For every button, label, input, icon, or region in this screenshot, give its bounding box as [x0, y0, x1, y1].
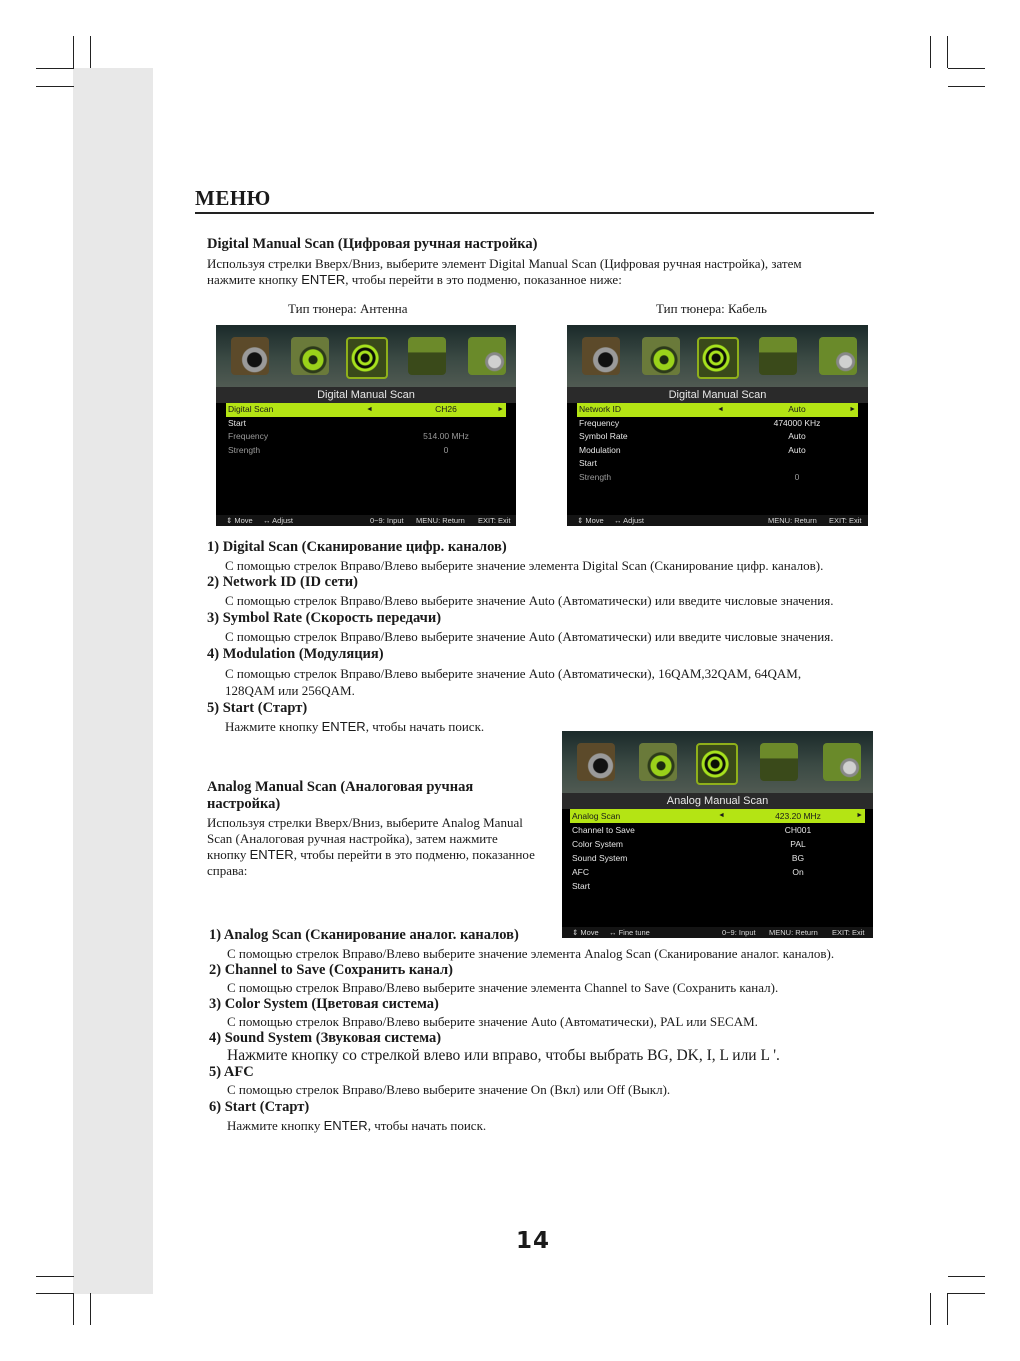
- analog-item-text: С помощью стрелок Вправо/Влево выберите значение On (Вкл) или Off (Выкл).: [227, 1082, 671, 1097]
- caption-cable: Тип тюнера: Кабель: [656, 301, 767, 316]
- channel-icon: [346, 337, 388, 379]
- osd-title: Analog Manual Scan: [562, 793, 873, 809]
- digital-item-heading: 2) Network ID (ID сети): [207, 574, 358, 590]
- osd-footer: ⇕ Move ↔ Adjust MENU: Return EXIT: Exit: [567, 515, 868, 526]
- lock-icon: [759, 337, 797, 375]
- analog-item-text: С помощью стрелок Вправо/Влево выберите значение элемента Analog Scan (Сканирование аналог. каналов).: [227, 946, 835, 961]
- caption-antenna: Тип тюнера: Антенна: [288, 301, 408, 316]
- lock-icon: [760, 743, 798, 781]
- picture-icon: [582, 337, 620, 375]
- osd-row-channel-to-save[interactable]: Channel to Save CH001: [572, 825, 812, 835]
- osd-screen-cable: [567, 325, 868, 526]
- analog-heading-line1: Analog Manual Scan (Аналоговая ручная: [207, 779, 474, 795]
- digital-intro-line1: Используя стрелки Вверх/Вниз, выберите элемент Digital Manual Scan (Цифровая ручная настройка), затем: [207, 256, 802, 271]
- analog-item-heading: 5) AFC: [209, 1064, 254, 1080]
- analog-item-heading: 4) Sound System (Звуковая система): [209, 1030, 442, 1046]
- sound-icon: [639, 743, 677, 781]
- analog-heading-line2: настройка): [207, 796, 281, 812]
- digital-item-text: С помощью стрелок Вправо/Влево выберите значение Auto (Автоматически) или введите числовые значения.: [225, 593, 834, 608]
- osd-screen-analog: [562, 731, 873, 938]
- osd-screen-antenna: [216, 325, 516, 526]
- setup-icon: [823, 743, 861, 781]
- digital-item-text: Нажмите кнопку ENTER, чтобы начать поиск.: [225, 719, 485, 734]
- osd-row-afc[interactable]: AFC On: [572, 867, 804, 877]
- digital-item-heading: 3) Symbol Rate (Скорость передачи): [207, 610, 442, 626]
- osd-icon-bar: [216, 325, 516, 387]
- osd-row-color-system[interactable]: Color System PAL: [572, 839, 806, 849]
- title-rule: [195, 212, 874, 214]
- osd-row-start[interactable]: Start: [572, 881, 590, 891]
- setup-icon: [468, 337, 506, 375]
- page-title: МЕНЮ: [195, 186, 271, 210]
- analog-item-heading: 6) Start (Старт): [209, 1099, 310, 1115]
- digital-item-text: С помощью стрелок Вправо/Влево выберите значение элемента Digital Scan (Сканирование цифр. каналов).: [225, 558, 824, 573]
- page-margin-band: [73, 68, 153, 1294]
- osd-row-modulation[interactable]: Modulation Auto: [579, 444, 806, 455]
- picture-icon: [577, 743, 615, 781]
- analog-item-heading: 1) Analog Scan (Сканирование аналог. каналов): [209, 927, 519, 943]
- channel-icon: [697, 337, 739, 379]
- digital-item-heading: 1) Digital Scan (Сканирование цифр. каналов): [207, 539, 507, 555]
- osd-row-analog-scan[interactable]: Analog Scan ◄ 423.20 MHz ►: [572, 811, 863, 821]
- analog-item-text: Нажмите кнопку со стрелкой влево или вправо, чтобы выбрать BG, DK, I, L или L '.: [227, 1047, 780, 1064]
- analog-intro-line1: Используя стрелки Вверх/Вниз, выберите Analog Manual: [207, 815, 523, 830]
- osd-row-frequency: Frequency 514.00 MHz: [228, 431, 469, 441]
- osd-row-network-id[interactable]: Network ID ◄ Auto ►: [577, 403, 858, 417]
- osd-row-symbol-rate[interactable]: Symbol Rate Auto: [579, 431, 806, 441]
- analog-item-text: Нажмите кнопку ENTER, чтобы начать поиск.: [227, 1118, 487, 1133]
- osd-row-start[interactable]: Start: [579, 458, 597, 468]
- osd-footer: ⇕ Move ↔ Adjust 0~9: Input MENU: Return EXIT: Exit: [216, 515, 516, 526]
- sound-icon: [642, 337, 680, 375]
- osd-row-sound-system[interactable]: Sound System BG: [572, 853, 805, 863]
- osd-title: Digital Manual Scan: [216, 387, 516, 403]
- digital-item-heading: 4) Modulation (Модуляция): [207, 646, 384, 662]
- page-number: 14: [516, 1228, 551, 1254]
- analog-item-text: С помощью стрелок Вправо/Влево выберите значение элемента Channel to Save (Сохранить канал).: [227, 980, 779, 995]
- osd-title: Digital Manual Scan: [567, 387, 868, 403]
- lock-icon: [408, 337, 446, 375]
- picture-icon: [231, 337, 269, 375]
- channel-icon: [696, 743, 738, 785]
- analog-intro-line4: справа:: [207, 863, 248, 878]
- osd-row-digital-scan[interactable]: Digital Scan ◄ CH26 ►: [226, 403, 506, 417]
- osd-icon-bar: [567, 325, 868, 387]
- osd-row-frequency[interactable]: Frequency 474000 KHz: [579, 417, 821, 428]
- osd-row-start[interactable]: Start: [228, 417, 246, 428]
- digital-item-text: 128QAM или 256QAM.: [225, 683, 355, 698]
- digital-item-text: С помощью стрелок Вправо/Влево выберите значение Auto (Автоматически) или введите числовые значения.: [225, 629, 834, 644]
- digital-item-heading: 5) Start (Старт): [207, 700, 308, 716]
- analog-item-heading: 2) Channel to Save (Сохранить канал): [209, 962, 453, 978]
- osd-footer: ⇕ Move ↔ Fine tune 0~9: Input MENU: Return EXIT: Exit: [562, 927, 873, 938]
- osd-row-strength: Strength 0: [228, 444, 449, 455]
- osd-row-strength: Strength 0: [579, 471, 800, 482]
- osd-icon-bar: [562, 731, 873, 793]
- analog-item-heading: 3) Color System (Цветовая система): [209, 996, 439, 1012]
- digital-intro-line2: нажмите кнопку ENTER, чтобы перейти в это подменю, показанное ниже:: [207, 272, 622, 287]
- analog-intro-line2: Scan (Аналоговая ручная настройка), затем нажмите: [207, 831, 498, 846]
- sound-icon: [291, 337, 329, 375]
- digital-item-text: С помощью стрелок Вправо/Влево выберите значение Auto (Автоматически), 16QAM,32QAM, 64QAM,: [225, 666, 802, 681]
- setup-icon: [819, 337, 857, 375]
- analog-intro-line3: кнопку ENTER, чтобы перейти в это подменю, показанное: [207, 847, 535, 862]
- digital-heading: Digital Manual Scan (Цифровая ручная настройка): [207, 236, 538, 252]
- analog-item-text: С помощью стрелок Вправо/Влево выберите значение Auto (Автоматически), PAL или SECAM.: [227, 1014, 758, 1029]
